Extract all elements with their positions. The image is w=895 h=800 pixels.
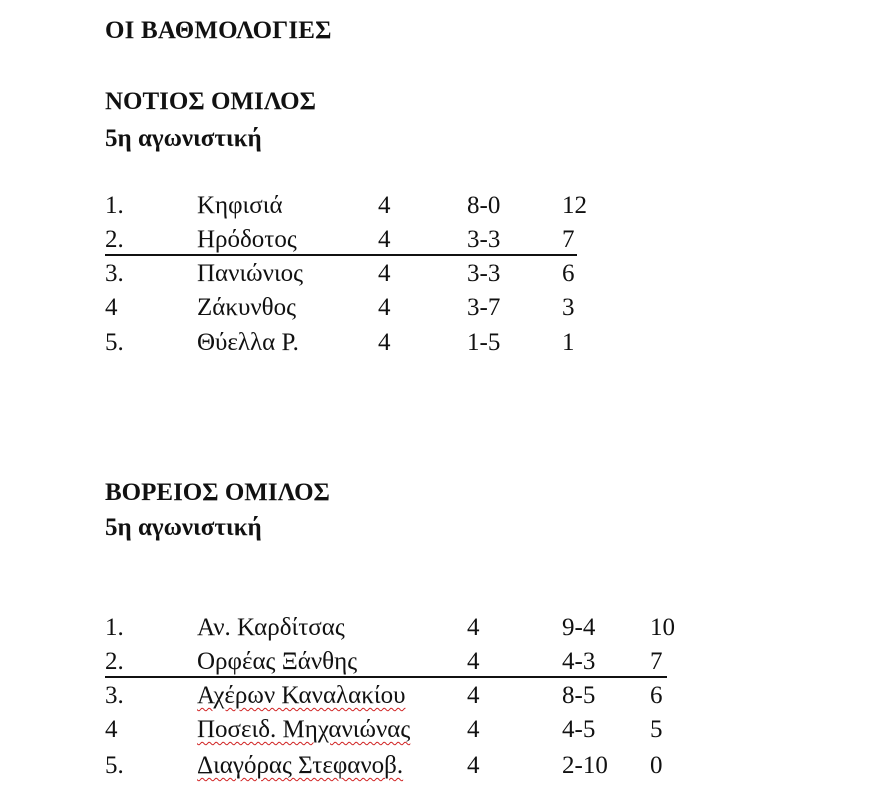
points: 3 bbox=[562, 294, 575, 321]
qualification-line bbox=[105, 254, 577, 256]
goal-record: 3-7 bbox=[467, 294, 501, 321]
team-name: Διαγόρας Στεφανοβ. bbox=[197, 752, 404, 779]
north-standings-row bbox=[0, 682, 895, 716]
goal-record: 3-3 bbox=[467, 226, 501, 253]
points: 12 bbox=[562, 192, 587, 219]
north-round-label: 5η αγωνιστική bbox=[105, 514, 262, 541]
north-standings-row bbox=[0, 752, 895, 786]
team-name: Πανιώνιος bbox=[197, 260, 304, 287]
team-name: Ηρόδοτος bbox=[197, 226, 297, 253]
north-group-title: ΒΟΡΕΙΟΣ ΟΜΙΛΟΣ bbox=[105, 479, 330, 506]
south-standings-row bbox=[0, 192, 895, 226]
points: 5 bbox=[650, 716, 663, 743]
points: 7 bbox=[562, 226, 575, 253]
games-played: 4 bbox=[378, 260, 391, 287]
position: 4 bbox=[105, 294, 118, 321]
goal-record: 4-3 bbox=[562, 648, 596, 675]
south-standings-row bbox=[0, 260, 895, 294]
position: 2. bbox=[105, 648, 124, 675]
position: 3. bbox=[105, 260, 124, 287]
team-name: Κηφισιά bbox=[197, 192, 283, 219]
games-played: 4 bbox=[378, 329, 391, 356]
points: 10 bbox=[650, 614, 675, 641]
team-name: Αν. Καρδίτσας bbox=[197, 614, 345, 641]
games-played: 4 bbox=[378, 294, 391, 321]
points: 6 bbox=[650, 682, 663, 709]
qualification-line bbox=[105, 676, 667, 678]
points: 1 bbox=[562, 329, 575, 356]
goal-record: 9-4 bbox=[562, 614, 596, 641]
north-standings-row bbox=[0, 614, 895, 648]
goal-record: 8-5 bbox=[562, 682, 596, 709]
points: 7 bbox=[650, 648, 663, 675]
games-played: 4 bbox=[467, 614, 480, 641]
team-name: Θύελλα Ρ. bbox=[197, 329, 299, 356]
games-played: 4 bbox=[467, 648, 480, 675]
games-played: 4 bbox=[467, 682, 480, 709]
position: 1. bbox=[105, 192, 124, 219]
south-standings-row bbox=[0, 329, 895, 363]
team-name: Ποσειδ. Μηχανιώνας bbox=[197, 716, 411, 743]
position: 1. bbox=[105, 614, 124, 641]
team-name: Ορφέας Ξάνθης bbox=[197, 648, 358, 675]
goal-record: 4-5 bbox=[562, 716, 596, 743]
south-round-label: 5η αγωνιστική bbox=[105, 125, 262, 152]
team-name: Αχέρων Καναλακίου bbox=[197, 682, 406, 709]
games-played: 4 bbox=[467, 752, 480, 779]
position: 4 bbox=[105, 716, 118, 743]
position: 2. bbox=[105, 226, 124, 253]
games-played: 4 bbox=[378, 192, 391, 219]
south-standings-row bbox=[0, 294, 895, 328]
games-played: 4 bbox=[378, 226, 391, 253]
points: 0 bbox=[650, 752, 663, 779]
north-standings-row bbox=[0, 716, 895, 750]
position: 5. bbox=[105, 329, 124, 356]
position: 5. bbox=[105, 752, 124, 779]
goal-record: 3-3 bbox=[467, 260, 501, 287]
goal-record: 1-5 bbox=[467, 329, 501, 356]
points: 6 bbox=[562, 260, 575, 287]
goal-record: 8-0 bbox=[467, 192, 501, 219]
games-played: 4 bbox=[467, 716, 480, 743]
goal-record: 2-10 bbox=[562, 752, 608, 779]
south-group-title: ΝΟΤΙΟΣ ΟΜΙΛΟΣ bbox=[105, 88, 316, 115]
page-title: ΟΙ ΒΑΘΜΟΛΟΓΙΕΣ bbox=[105, 17, 332, 44]
position: 3. bbox=[105, 682, 124, 709]
team-name: Ζάκυνθος bbox=[197, 294, 297, 321]
